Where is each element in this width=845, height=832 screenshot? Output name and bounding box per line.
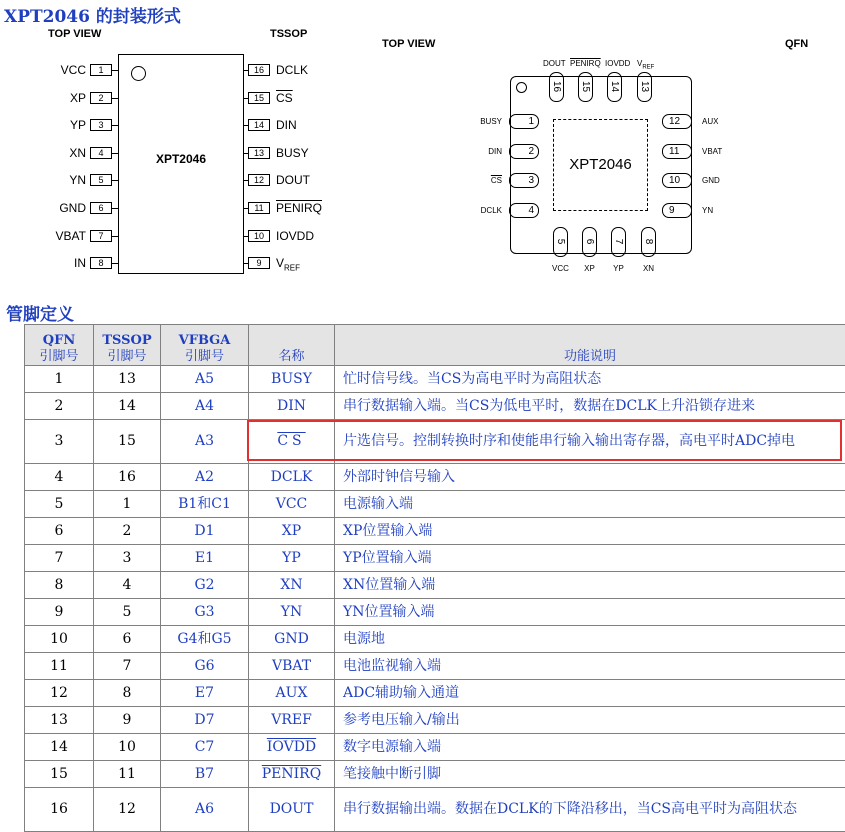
pin-name-text: V bbox=[276, 256, 284, 270]
col-vfbga: VFBGA 引脚号 bbox=[161, 325, 249, 366]
cell-tssop: 14 bbox=[94, 393, 161, 420]
cell-vfbga: E7 bbox=[161, 680, 249, 707]
pin-name-text: VCC bbox=[276, 496, 308, 512]
table-row bbox=[25, 572, 845, 599]
pin-name: YN bbox=[0, 173, 86, 187]
table-row bbox=[25, 420, 845, 464]
pin-lead bbox=[112, 236, 118, 237]
pin-name bbox=[276, 229, 314, 243]
pin-number: 7 bbox=[613, 235, 624, 248]
qfn-pin-right bbox=[662, 203, 692, 218]
qfn-top-view-label: TOP VIEW bbox=[382, 38, 435, 50]
tssop-package-label: TSSOP bbox=[270, 28, 307, 40]
cell-vfbga: G4和G5 bbox=[161, 626, 249, 653]
qfn-pin-left bbox=[509, 173, 539, 188]
qfn-pin-top bbox=[637, 72, 652, 102]
pin-number: 4 bbox=[90, 147, 112, 159]
pin-number: 1 bbox=[90, 64, 112, 76]
pin-number: 12 bbox=[669, 116, 680, 127]
pin-name-text: XP bbox=[282, 523, 301, 539]
pin-name: XP bbox=[572, 264, 607, 273]
cell-vfbga: B1和C1 bbox=[161, 491, 249, 518]
qfn-top-label-dout: DOUT bbox=[543, 59, 566, 68]
pin-lead bbox=[112, 263, 118, 264]
pin-number: 3 bbox=[90, 119, 112, 131]
cell-vfbga: G2 bbox=[161, 572, 249, 599]
pin-lead bbox=[112, 153, 118, 154]
pin-number: 8 bbox=[90, 257, 112, 269]
pin-name: XN bbox=[631, 264, 666, 273]
cell-desc: 电源地 bbox=[335, 626, 845, 653]
pin-name: BUSY bbox=[460, 117, 502, 126]
cell-desc: 参考电压输入/输出 bbox=[335, 707, 845, 734]
pin-number: 14 bbox=[609, 80, 620, 93]
qfn-chip-name: XPT2046 bbox=[553, 156, 648, 173]
pin-name-text: XN bbox=[280, 577, 302, 593]
qfn-pin-right bbox=[662, 114, 692, 129]
cell-vfbga: D7 bbox=[161, 707, 249, 734]
cell-desc: 数字电源输入端 bbox=[335, 734, 845, 761]
cell-qfn: 13 bbox=[25, 707, 94, 734]
pin-name-text: AUX bbox=[276, 685, 308, 701]
table-row bbox=[25, 734, 845, 761]
cell-desc: 片选信号。控制转换时序和使能串行输入输出寄存器，高电平时ADC掉电 bbox=[335, 420, 845, 464]
pin-name bbox=[276, 173, 310, 187]
qfn-pin-left bbox=[509, 203, 539, 218]
qfn-top-label-penirq: PENIRQ bbox=[570, 59, 601, 68]
cell-qfn: 2 bbox=[25, 393, 94, 420]
pin-name: XN bbox=[0, 146, 86, 160]
cell-name bbox=[249, 761, 335, 788]
cell-desc: 笔接触中断引脚 bbox=[335, 761, 845, 788]
cell-desc: XP位置输入端 bbox=[335, 518, 845, 545]
cell-tssop: 6 bbox=[94, 626, 161, 653]
pin-number: 2 bbox=[528, 146, 534, 157]
pin1-marker bbox=[131, 66, 146, 81]
cell-vfbga: E1 bbox=[161, 545, 249, 572]
table-row bbox=[25, 464, 845, 491]
table-row bbox=[25, 788, 845, 832]
pin-lead bbox=[112, 180, 118, 181]
pin-name bbox=[276, 63, 308, 77]
cell-tssop: 8 bbox=[94, 680, 161, 707]
cell-qfn: 6 bbox=[25, 518, 94, 545]
cell-tssop: 4 bbox=[94, 572, 161, 599]
pin-lead bbox=[112, 208, 118, 209]
pin-number: 10 bbox=[248, 230, 270, 242]
pin-number: 6 bbox=[90, 202, 112, 214]
table-row bbox=[25, 518, 845, 545]
cell-tssop: 10 bbox=[94, 734, 161, 761]
pin-name-text: PENIRQ bbox=[276, 201, 322, 215]
cell-name bbox=[249, 572, 335, 599]
table-row bbox=[25, 680, 845, 707]
cell-qfn: 12 bbox=[25, 680, 94, 707]
cell-tssop: 3 bbox=[94, 545, 161, 572]
table-row bbox=[25, 491, 845, 518]
pin-number: 9 bbox=[248, 257, 270, 269]
qfn-pin-bottom bbox=[611, 227, 626, 257]
cell-vfbga: A5 bbox=[161, 366, 249, 393]
qfn-pin-top bbox=[578, 72, 593, 102]
cell-tssop: 12 bbox=[94, 788, 161, 832]
pin-number: 13 bbox=[639, 80, 650, 93]
cell-tssop: 11 bbox=[94, 761, 161, 788]
pin-table bbox=[24, 324, 845, 832]
tssop-chip-name: XPT2046 bbox=[118, 152, 244, 166]
pin-name-text: YN bbox=[281, 604, 303, 620]
col-desc: 功能说明 bbox=[335, 325, 845, 366]
qfn-pin-left bbox=[509, 144, 539, 159]
pin-number: 12 bbox=[248, 174, 270, 186]
cell-tssop: 1 bbox=[94, 491, 161, 518]
pin-name-text: IOVDD bbox=[276, 229, 314, 243]
pin-name-text: DOUT bbox=[270, 801, 314, 817]
qfn-pin-right bbox=[662, 144, 692, 159]
cell-tssop: 5 bbox=[94, 599, 161, 626]
pin-name-text: BUSY bbox=[271, 371, 312, 387]
pin-lead bbox=[112, 125, 118, 126]
pin-name-text: $\overline{CS}$ bbox=[277, 433, 305, 449]
pin-name-text: DCLK bbox=[271, 469, 313, 485]
cell-name bbox=[249, 707, 335, 734]
cell-name bbox=[249, 680, 335, 707]
pin-definition-title: 管脚定义 bbox=[6, 300, 74, 325]
table-row bbox=[25, 599, 845, 626]
cell-qfn: 7 bbox=[25, 545, 94, 572]
cell-qfn: 9 bbox=[25, 599, 94, 626]
pin-name-text: DOUT bbox=[276, 173, 310, 187]
cell-desc: XN位置输入端 bbox=[335, 572, 845, 599]
tssop-top-view-label: TOP VIEW bbox=[48, 28, 101, 40]
pin-name bbox=[276, 118, 297, 132]
table-row bbox=[25, 707, 845, 734]
pin-number: 3 bbox=[528, 175, 534, 186]
cell-desc: 忙时信号线。当CS为高电平时为高阻状态 bbox=[335, 366, 845, 393]
cell-qfn: 5 bbox=[25, 491, 94, 518]
pin-number: 13 bbox=[248, 147, 270, 159]
col-tssop: TSSOP 引脚号 bbox=[94, 325, 161, 366]
pin-name-text: $\overline{CS}$ bbox=[276, 91, 293, 105]
qfn-pin-top bbox=[549, 72, 564, 102]
cell-name bbox=[249, 464, 335, 491]
qfn-pin-bottom bbox=[582, 227, 597, 257]
table-row bbox=[25, 366, 845, 393]
pin-number: 1 bbox=[528, 116, 534, 127]
cell-qfn: 3 bbox=[25, 420, 94, 464]
pin-name: IN bbox=[0, 256, 86, 270]
pin-number: 8 bbox=[643, 235, 654, 248]
pin-name: XP bbox=[0, 91, 86, 105]
pin-number: 7 bbox=[90, 230, 112, 242]
pin-name-text: DCLK bbox=[276, 63, 308, 77]
pin-lead bbox=[112, 98, 118, 99]
table-row bbox=[25, 653, 845, 680]
pin-number: 2 bbox=[90, 92, 112, 104]
pin-name bbox=[276, 256, 300, 275]
table-header-row bbox=[25, 325, 845, 366]
qfn-pin-left bbox=[509, 114, 539, 129]
pin-number: 10 bbox=[669, 175, 680, 186]
cell-tssop: 16 bbox=[94, 464, 161, 491]
qfn-pin-bottom bbox=[553, 227, 568, 257]
pin-name-text: YP bbox=[282, 550, 301, 566]
qfn-pin-bottom bbox=[641, 227, 656, 257]
pin-number: 16 bbox=[551, 80, 562, 93]
table-row bbox=[25, 626, 845, 653]
pin-name-text: VREF bbox=[271, 712, 312, 728]
cell-vfbga: G3 bbox=[161, 599, 249, 626]
cell-qfn: 14 bbox=[25, 734, 94, 761]
cell-name bbox=[249, 599, 335, 626]
cell-desc: 串行数据输出端。数据在DCLK的下降沿移出，当CS高电平时为高阻状态 bbox=[335, 788, 845, 832]
pin-name: $\overline{CS}$ bbox=[460, 176, 502, 185]
table-row bbox=[25, 393, 845, 420]
pin-name: DIN bbox=[460, 147, 502, 156]
cell-desc: 串行数据输入端。当CS为低电平时，数据在DCLK上升沿锁存进来 bbox=[335, 393, 845, 420]
cell-desc: 电池监视输入端 bbox=[335, 653, 845, 680]
cell-desc: ADC辅助输入通道 bbox=[335, 680, 845, 707]
pin-number: 6 bbox=[584, 235, 595, 248]
qfn-top-label-iovdd: IOVDD bbox=[605, 59, 630, 68]
qfn-pin1-marker bbox=[516, 82, 527, 93]
cell-desc: YP位置输入端 bbox=[335, 545, 845, 572]
cell-vfbga: D1 bbox=[161, 518, 249, 545]
cell-vfbga: C7 bbox=[161, 734, 249, 761]
cell-tssop: 13 bbox=[94, 366, 161, 393]
pin-name: GND bbox=[702, 176, 720, 185]
cell-name bbox=[249, 734, 335, 761]
col-name: 名称 bbox=[249, 325, 335, 366]
cell-tssop: 2 bbox=[94, 518, 161, 545]
cell-desc: YN位置输入端 bbox=[335, 599, 845, 626]
cell-name bbox=[249, 491, 335, 518]
pin-number: 11 bbox=[248, 202, 270, 214]
cell-desc: 外部时钟信号输入 bbox=[335, 464, 845, 491]
pin-name: VCC bbox=[543, 264, 578, 273]
cell-name bbox=[249, 545, 335, 572]
cell-name bbox=[249, 653, 335, 680]
cell-qfn: 4 bbox=[25, 464, 94, 491]
pin-name: AUX bbox=[702, 117, 718, 126]
pin-name-text: PENIRQ bbox=[262, 766, 321, 782]
cell-vfbga: A2 bbox=[161, 464, 249, 491]
table-row bbox=[25, 545, 845, 572]
table-row bbox=[25, 761, 845, 788]
qfn-top-label-vref: $V_{REF}$ bbox=[637, 59, 654, 71]
pin-number: 5 bbox=[555, 235, 566, 248]
qfn-package-label: QFN bbox=[785, 38, 808, 50]
pin-name bbox=[276, 146, 309, 160]
cell-name bbox=[249, 518, 335, 545]
cell-qfn: 15 bbox=[25, 761, 94, 788]
cell-qfn: 16 bbox=[25, 788, 94, 832]
cell-qfn: 1 bbox=[25, 366, 94, 393]
col-qfn: QFN 引脚号 bbox=[25, 325, 94, 366]
pin-name: VCC bbox=[0, 63, 86, 77]
cell-qfn: 8 bbox=[25, 572, 94, 599]
pin-name-text: GND bbox=[274, 631, 309, 647]
cell-tssop: 7 bbox=[94, 653, 161, 680]
pin-number: 5 bbox=[90, 174, 112, 186]
pin-name-text: DIN bbox=[276, 118, 297, 132]
pin-number: 14 bbox=[248, 119, 270, 131]
cell-vfbga: G6 bbox=[161, 653, 249, 680]
qfn-pin-top bbox=[607, 72, 622, 102]
cell-tssop: 9 bbox=[94, 707, 161, 734]
pin-name-text: DIN bbox=[277, 398, 306, 414]
cell-vfbga: A4 bbox=[161, 393, 249, 420]
pin-number: 4 bbox=[528, 205, 534, 216]
cell-qfn: 11 bbox=[25, 653, 94, 680]
pin-name bbox=[276, 201, 322, 215]
pin-number: 15 bbox=[580, 80, 591, 93]
pin-lead bbox=[112, 70, 118, 71]
pin-name-text: VBAT bbox=[272, 658, 311, 674]
cell-vfbga: B7 bbox=[161, 761, 249, 788]
pin-name: GND bbox=[0, 201, 86, 215]
cell-name bbox=[249, 420, 335, 464]
qfn-pin-right bbox=[662, 173, 692, 188]
cell-name bbox=[249, 626, 335, 653]
pin-name: VBAT bbox=[702, 147, 722, 156]
pin-number: 16 bbox=[248, 64, 270, 76]
page-title: XPT2046 的封装形式 bbox=[4, 2, 181, 27]
pin-name: DCLK bbox=[460, 206, 502, 215]
cell-name bbox=[249, 366, 335, 393]
pin-name: YP bbox=[0, 118, 86, 132]
cell-tssop: 15 bbox=[94, 420, 161, 464]
pin-number: 9 bbox=[669, 205, 675, 216]
pin-number: 11 bbox=[669, 146, 679, 157]
cell-vfbga: A3 bbox=[161, 420, 249, 464]
pin-name-text: IOVDD bbox=[267, 739, 316, 755]
cell-desc: 电源输入端 bbox=[335, 491, 845, 518]
pin-number: 15 bbox=[248, 92, 270, 104]
pin-name bbox=[276, 91, 293, 105]
cell-name bbox=[249, 788, 335, 832]
pin-name-sub: REF bbox=[284, 264, 300, 273]
pin-name: YP bbox=[601, 264, 636, 273]
cell-name bbox=[249, 393, 335, 420]
pin-name: YN bbox=[702, 206, 713, 215]
pin-name: VBAT bbox=[0, 229, 86, 243]
pin-name-text: BUSY bbox=[276, 146, 309, 160]
cell-vfbga: A6 bbox=[161, 788, 249, 832]
cell-qfn: 10 bbox=[25, 626, 94, 653]
